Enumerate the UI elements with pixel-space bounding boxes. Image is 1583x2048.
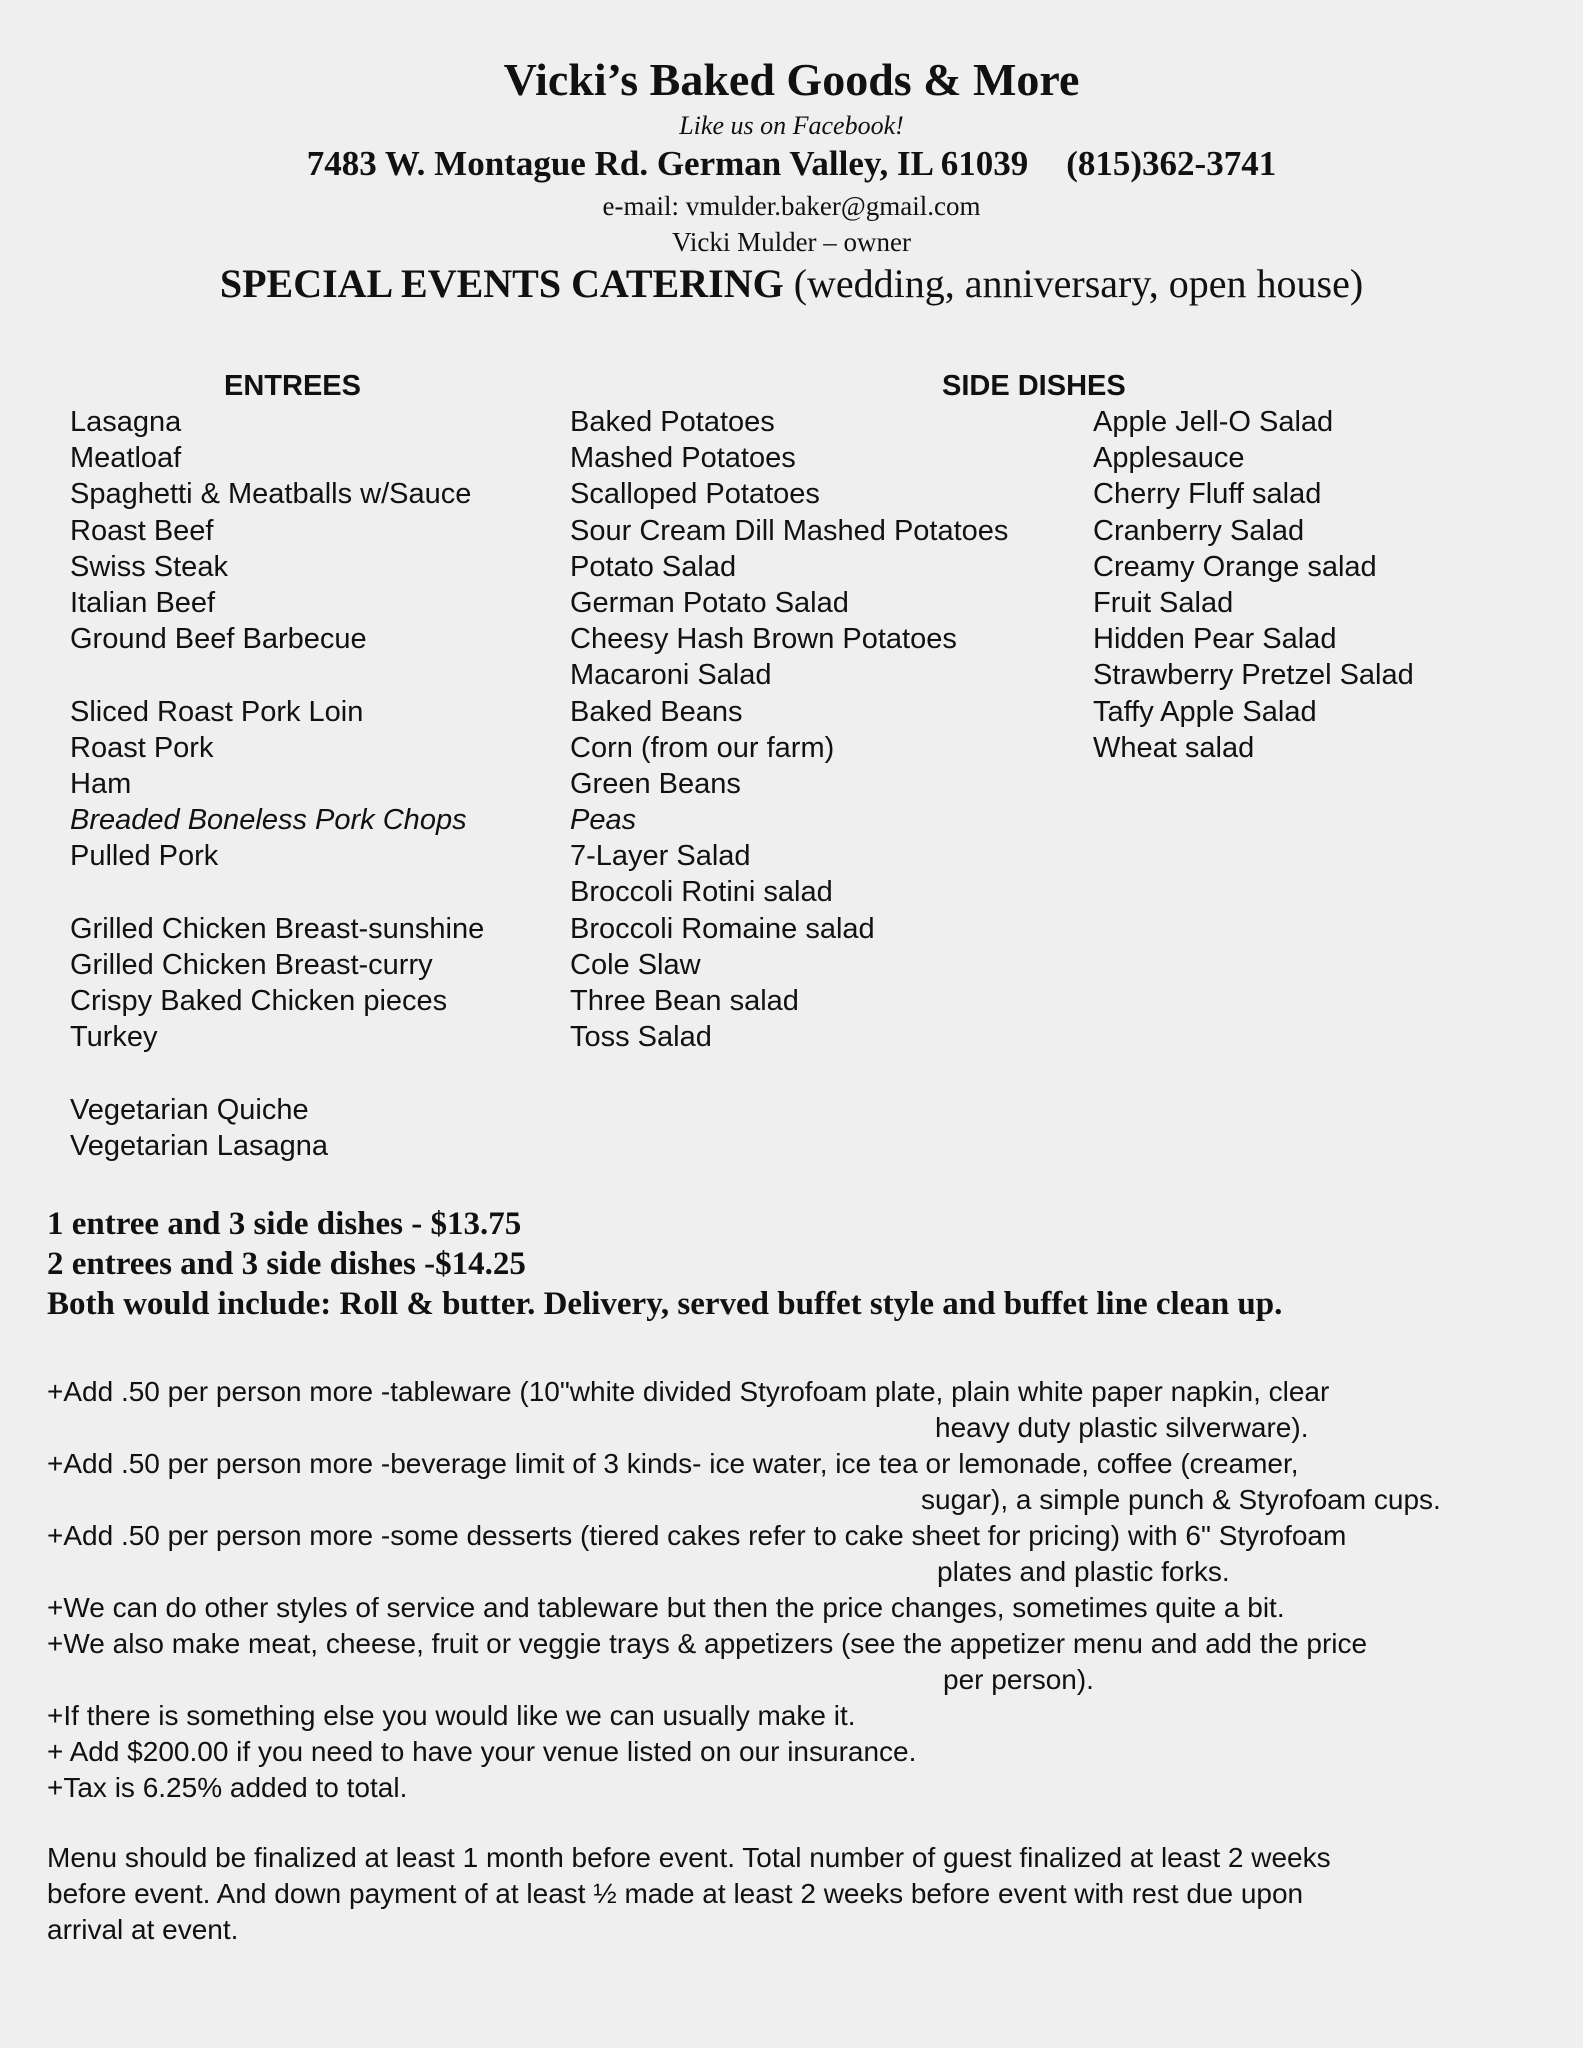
list-item: Creamy Orange salad (1093, 550, 1377, 583)
list-item: Roast Pork (70, 731, 214, 764)
addon-desserts-cont: plates and plastic forks. (937, 1556, 1230, 1587)
event-title-main: SPECIAL EVENTS CATERING (219, 261, 784, 306)
list-item: Peas (570, 804, 637, 837)
list-item: Broccoli Rotini salad (570, 876, 833, 909)
list-spacer (70, 657, 484, 693)
list-item: Baked Potatoes (570, 406, 775, 438)
list-item: Applesauce (1093, 442, 1245, 475)
list-item: Cole Slaw (570, 948, 701, 981)
business-name: Vicki’s Baked Goods & More (503, 54, 1080, 105)
list-item: Hidden Pear Salad (1093, 623, 1337, 656)
addon-tableware: +Add .50 per person more -tableware (10"white divided Styrofoam plate, plain white paper napkin, clear (47, 1376, 1330, 1407)
addon-trays: +We also make meat, cheese, fruit or veggie trays & appetizers (see the appetizer menu and add the price (47, 1628, 1368, 1659)
pricing-section (47, 1204, 1282, 1324)
list-item: Ground Beef Barbecue (70, 623, 367, 656)
list-item: Roast Beef (70, 514, 214, 547)
terms-line: Menu should be finalized at least 1 month before event. Total number of guest finalized at least 2 weeks (47, 1842, 1331, 1873)
street-address: 7483 W. Montague Rd. German Valley, IL 61039 (306, 144, 1029, 183)
address-line (0, 142, 1583, 186)
addon-other-styles: +We can do other styles of service and tableware but then the price changes, sometimes quite a bit. (47, 1592, 1285, 1623)
phone-number: (815)362-3741 (1066, 144, 1277, 183)
list-item: Baked Beans (570, 695, 743, 728)
list-item: Apple Jell-O Salad (1093, 406, 1334, 438)
list-item: Sour Cream Dill Mashed Potatoes (570, 514, 1009, 547)
list-item: Potato Salad (570, 550, 737, 583)
side-dishes-list-1 (570, 404, 1008, 1055)
addon-tax: +Tax is 6.25% added to total. (47, 1772, 408, 1803)
list-item: Macaroni Salad (570, 659, 772, 692)
addon-something-else: +If there is something else you would like we can usually make it. (47, 1700, 856, 1731)
event-title-subtitle: (wedding, anniversary, open house) (793, 261, 1364, 306)
entrees-list (70, 404, 484, 1164)
addon-beverage: +Add .50 per person more -beverage limit of 3 kinds- ice water, ice tea or lemonade, coffee (creamer, (47, 1448, 1299, 1479)
addon-beverage-cont: sugar), a simple punch & Styrofoam cups. (921, 1484, 1441, 1515)
price-includes: Both would include: Roll & butter. Delivery, served buffet style and buffet line clean up. (47, 1286, 1283, 1322)
list-item: Green Beans (570, 767, 741, 800)
list-spacer (70, 874, 484, 910)
list-item: Pulled Pork (70, 840, 219, 873)
terms-line: arrival at event. (47, 1914, 239, 1945)
addon-insurance: + Add $200.00 if you need to have your venue listed on our insurance. (47, 1736, 917, 1767)
side-dishes-heading: SIDE DISHES (942, 370, 1126, 402)
list-item: Lasagna (70, 406, 182, 438)
list-item: Cheesy Hash Brown Potatoes (570, 623, 957, 656)
addon-trays-cont: per person). (943, 1664, 1094, 1695)
list-item: Vegetarian Lasagna (70, 1129, 328, 1162)
list-item: Grilled Chicken Breast-sunshine (70, 912, 485, 945)
list-item: Cherry Fluff salad (1093, 478, 1322, 511)
list-item: Sliced Roast Pork Loin (70, 695, 364, 728)
price-one-entree: 1 entree and 3 side dishes - $13.75 (47, 1206, 522, 1242)
event-title (0, 258, 1583, 310)
facebook-tagline: Like us on Facebook! (679, 111, 904, 140)
list-item: Italian Beef (70, 586, 216, 619)
list-item: Taffy Apple Salad (1093, 695, 1317, 728)
terms-line: before event. And down payment of at least ½ made at least 2 weeks before event with rest due upon (47, 1878, 1304, 1909)
terms-paragraph (47, 1840, 1547, 1948)
list-item: Corn (from our farm) (570, 731, 835, 764)
list-item: Three Bean salad (570, 985, 799, 1017)
list-item: Fruit Salad (1093, 586, 1234, 619)
list-item: Scalloped Potatoes (570, 478, 820, 511)
owner-line: Vicki Mulder – owner (671, 227, 912, 257)
list-item: Toss Salad (570, 1021, 712, 1054)
list-item: Turkey (70, 1021, 158, 1054)
list-item: Ham (70, 767, 132, 800)
list-item: Swiss Steak (70, 550, 228, 583)
side-dishes-list-2 (1093, 404, 1414, 766)
list-spacer (70, 1055, 484, 1091)
list-item: Strawberry Pretzel Salad (1093, 659, 1414, 692)
list-item: Meatloaf (70, 442, 182, 475)
addon-tableware-cont: heavy duty plastic silverware). (935, 1412, 1309, 1443)
list-item: Wheat salad (1093, 731, 1255, 764)
list-item: Cranberry Salad (1093, 514, 1305, 547)
list-item: Crispy Baked Chicken pieces (70, 985, 448, 1017)
list-item: Mashed Potatoes (570, 442, 796, 475)
entrees-heading: ENTREES (224, 370, 361, 402)
list-item: Broccoli Romaine salad (570, 912, 875, 945)
list-item: Vegetarian Quiche (70, 1093, 309, 1126)
list-item: Grilled Chicken Breast-curry (70, 948, 433, 981)
email-line: e-mail: vmulder.baker@gmail.com (602, 191, 981, 221)
addon-desserts: +Add .50 per person more -some desserts (tiered cakes refer to cake sheet for pricing) with 6" Styrofoam (47, 1520, 1347, 1551)
addons-section (47, 1374, 1547, 1806)
list-item: German Potato Salad (570, 586, 849, 619)
list-item: Spaghetti & Meatballs w/Sauce (70, 478, 472, 511)
list-item: Breaded Boneless Pork Chops (70, 804, 467, 837)
price-two-entrees: 2 entrees and 3 side dishes -$14.25 (47, 1246, 526, 1282)
list-item: 7-Layer Salad (570, 840, 751, 873)
